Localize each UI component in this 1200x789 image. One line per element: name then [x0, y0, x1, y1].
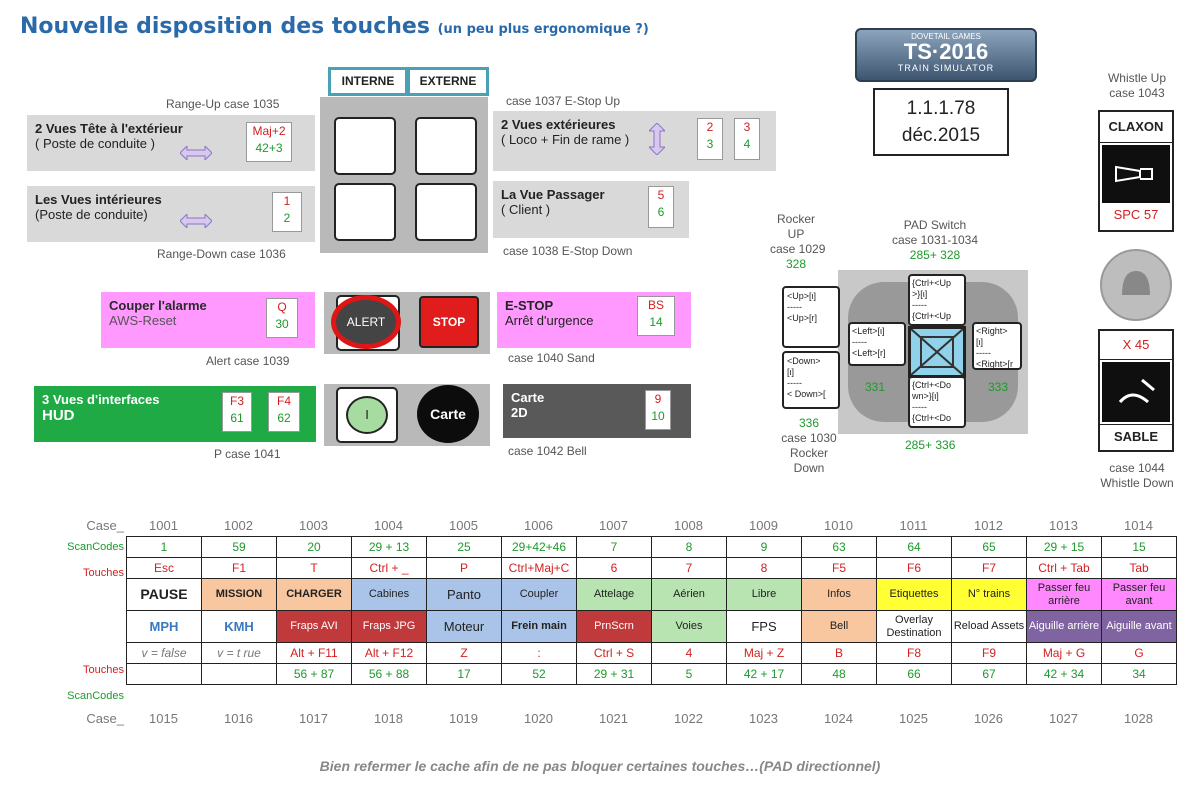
table-cell: Panto: [427, 579, 502, 611]
case-label-bottom: Case_: [86, 711, 124, 726]
table-row: [127, 579, 1177, 611]
table-cell: Infos: [802, 579, 877, 611]
pad-ctrl-down-key[interactable]: {Ctrl+<Do wn>}[ι] ----- {Ctrl+<Do: [908, 376, 966, 428]
case-number: 1004: [374, 518, 403, 533]
case-number: 1019: [449, 711, 478, 726]
table-cell: 29+42+46: [502, 537, 577, 558]
table-cell: Moteur: [427, 611, 502, 643]
table-cell: T: [277, 558, 352, 579]
table-cell: 25: [427, 537, 502, 558]
case-number: 1025: [899, 711, 928, 726]
i-button[interactable]: I: [346, 396, 388, 434]
whistle-down-label: case 1044 Whistle Down: [1100, 461, 1174, 490]
table-cell: :: [502, 643, 577, 664]
case-number: 1013: [1049, 518, 1078, 533]
whistle-up-label: Whistle Up case 1043: [1107, 71, 1166, 100]
table-cell: N° trains: [952, 579, 1027, 611]
table-cell: 8: [652, 537, 727, 558]
table-cell: Passer feu avant: [1102, 579, 1177, 611]
vue-passager-title: La Vue Passager: [501, 187, 605, 202]
row-label-scancodes: ScanCodes: [67, 541, 124, 553]
table-cell: [202, 664, 277, 685]
label-p: P case 1041: [214, 447, 281, 461]
table-cell: 42 + 34: [1027, 664, 1102, 685]
key-1-2: 1 2: [272, 192, 302, 232]
title-main: Nouvelle disposition des touches: [20, 14, 430, 39]
label-alert: Alert case 1039: [206, 354, 290, 368]
case-number: 1009: [749, 518, 778, 533]
table-cell: Cabines: [352, 579, 427, 611]
table-cell: Ctrl + Tab: [1027, 558, 1102, 579]
table-cell: KMH: [202, 611, 277, 643]
table-cell: F5: [802, 558, 877, 579]
case-number: 1018: [374, 711, 403, 726]
table-cell: Maj + Z: [727, 643, 802, 664]
double-arrow-icon: [180, 146, 212, 160]
table-cell: Aérien: [652, 579, 727, 611]
claxon-label: CLAXON: [1100, 112, 1172, 143]
table-cell: Frein main: [502, 611, 577, 643]
key-f4: F4 62: [268, 392, 300, 432]
pad-switch-label: PAD Switch case 1031-1034 285+ 328: [891, 218, 979, 262]
case-number: 1005: [449, 518, 478, 533]
case-number: 1003: [299, 518, 328, 533]
table-cell: 8: [727, 558, 802, 579]
horn-icon[interactable]: [1102, 145, 1170, 203]
alert-button[interactable]: ALERT: [331, 295, 401, 349]
table-cell: 29 + 31: [577, 664, 652, 685]
case-number: 1007: [599, 518, 628, 533]
table-cell: 29 + 13: [352, 537, 427, 558]
table-cell: Voies: [652, 611, 727, 643]
key-9-10: 9 10: [645, 390, 671, 430]
vues-exterieures-title: 2 Vues extérieures: [501, 117, 616, 132]
bottom-case-row: [126, 711, 1176, 726]
key-bs: BS 14: [637, 296, 675, 336]
table-cell: Ctrl + _: [352, 558, 427, 579]
table-cell: PrnScrn: [577, 611, 652, 643]
carte-2d-title: Carte: [511, 390, 545, 405]
table-cell: F8: [877, 643, 952, 664]
case-number: 1024: [824, 711, 853, 726]
case-number: 1001: [149, 518, 178, 533]
table-cell: 34: [1102, 664, 1177, 685]
key-q: Q 30: [266, 298, 298, 338]
table-cell: v = t rue: [202, 643, 277, 664]
table-row: [127, 537, 1177, 558]
tab-interne[interactable]: INTERNE: [328, 67, 408, 96]
pad-center-button[interactable]: [908, 326, 966, 378]
table-cell: 5: [652, 664, 727, 685]
version-date: déc.2015: [901, 125, 981, 146]
table-cell: Alt + F12: [352, 643, 427, 664]
bell-knob-icon[interactable]: [1100, 249, 1172, 321]
table-cell: 48: [802, 664, 877, 685]
key-square[interactable]: [334, 117, 396, 175]
table-cell: 7: [652, 558, 727, 579]
table-row: [127, 643, 1177, 664]
table-row: [127, 664, 1177, 685]
case-number: 1010: [824, 518, 853, 533]
case-label-top: Case_: [86, 518, 124, 533]
estop-subtitle: Arrêt d'urgence: [505, 313, 594, 328]
table-cell: Reload Assets: [952, 611, 1027, 643]
sable-label: SABLE: [1100, 424, 1172, 449]
double-arrow-icon: [180, 214, 212, 228]
table-cell: [127, 664, 202, 685]
table-cell: FPS: [727, 611, 802, 643]
table-cell: Ctrl + S: [577, 643, 652, 664]
table-cell: 56 + 87: [277, 664, 352, 685]
table-cell: PAUSE: [127, 579, 202, 611]
key-maj2: Maj+2 42+3: [246, 122, 292, 162]
table-cell: 59: [202, 537, 277, 558]
version-number: 1.1.1.78: [906, 98, 976, 119]
table-cell: 1: [127, 537, 202, 558]
table-cell: 63: [802, 537, 877, 558]
table-cell: Passer feu arrière: [1027, 579, 1102, 611]
table-cell: Aiguille avant: [1102, 611, 1177, 643]
table-cell: Aiguille arrière: [1027, 611, 1102, 643]
table-cell: 64: [877, 537, 952, 558]
pad-bottom-code: 285+ 336: [905, 438, 956, 452]
table-cell: 66: [877, 664, 952, 685]
vue-passager-subtitle: ( Client ): [501, 202, 551, 217]
table-cell: 67: [952, 664, 1027, 685]
label-range-up: Range-Up case 1035: [166, 97, 280, 111]
label-1037: case 1037 E-Stop Up: [506, 94, 621, 108]
pad-up-key[interactable]: <Up>[ι] ----- <Up>[r]: [782, 286, 840, 348]
spc-code: SPC 57: [1113, 207, 1159, 222]
stop-button[interactable]: STOP: [419, 296, 479, 348]
table-cell: 65: [952, 537, 1027, 558]
claxon-box: [1098, 110, 1174, 232]
case-number: 1014: [1124, 518, 1153, 533]
table-cell: Bell: [802, 611, 877, 643]
table-cell: 29 + 15: [1027, 537, 1102, 558]
table-cell: Alt + F11: [277, 643, 352, 664]
key-square[interactable]: [415, 117, 477, 175]
case-number: 1028: [1124, 711, 1153, 726]
table-cell: Libre: [727, 579, 802, 611]
row-label-touches: Touches: [83, 567, 124, 579]
table-cell: 42 + 17: [727, 664, 802, 685]
rocker-down-label: 336 case 1030 Rocker Down: [781, 416, 837, 475]
estop-title: E-STOP: [505, 298, 554, 313]
table-cell: MPH: [127, 611, 202, 643]
couper-alarme-subtitle: AWS-Reset: [109, 313, 177, 328]
table-cell: P: [427, 558, 502, 579]
case-number: 1027: [1049, 711, 1078, 726]
hud-title: 3 Vues d'interfaces: [42, 392, 160, 407]
case-number: 1002: [224, 518, 253, 533]
key-square[interactable]: [415, 183, 477, 241]
table-cell: 56 + 88: [352, 664, 427, 685]
sand-icon[interactable]: [1102, 362, 1170, 422]
label-1038: case 1038 E-Stop Down: [503, 244, 633, 258]
vues-tete-title: 2 Vues Tête à l'extérieur: [35, 121, 183, 136]
hud-subtitle: HUD: [42, 407, 75, 424]
table-cell: 15: [1102, 537, 1177, 558]
case-number: 1006: [524, 518, 553, 533]
table-cell: Fraps JPG: [352, 611, 427, 643]
table-cell: Maj + G: [1027, 643, 1102, 664]
table-cell: MISSION: [202, 579, 277, 611]
row-label-touches-2: Touches: [83, 664, 124, 676]
pad-right-code: 333: [988, 380, 1009, 394]
table-cell: 7: [577, 537, 652, 558]
vues-exterieures-subtitle: ( Loco + Fin de rame ): [501, 132, 630, 147]
table-row: [127, 611, 1177, 643]
table-cell: F6: [877, 558, 952, 579]
page-title: [20, 14, 649, 39]
couper-alarme-title: Couper l'alarme: [109, 298, 207, 313]
carte-2d-subtitle: 2D: [511, 405, 528, 420]
table-cell: 17: [427, 664, 502, 685]
table-cell: B: [802, 643, 877, 664]
key-3-4: 3 4: [734, 118, 760, 160]
label-range-down: Range-Down case 1036: [157, 247, 286, 261]
case-number: 1016: [224, 711, 253, 726]
table-cell: F9: [952, 643, 1027, 664]
key-table: [126, 536, 1177, 685]
table-cell: CHARGER: [277, 579, 352, 611]
key-5-6: 5 6: [648, 186, 674, 228]
case-number: 1022: [674, 711, 703, 726]
vues-tete-subtitle: ( Poste de conduite ): [35, 136, 155, 151]
vertical-double-arrow-icon: [649, 123, 665, 155]
case-number: 1021: [599, 711, 628, 726]
x-code: X 45: [1100, 331, 1172, 360]
pad-ctrl-up-key[interactable]: {Ctrl+<Up >}[ι] ----- {Ctrl+<Up: [908, 274, 966, 326]
table-cell: F1: [202, 558, 277, 579]
pad-left-code: 331: [865, 380, 886, 394]
table-cell: Etiquettes: [877, 579, 952, 611]
row-label-scancodes-2: ScanCodes: [67, 690, 124, 702]
table-cell: Fraps AVI: [277, 611, 352, 643]
key-f3: F3 61: [222, 392, 252, 432]
key-square[interactable]: [334, 183, 396, 241]
case-number: 1017: [299, 711, 328, 726]
vues-interieures-title: Les Vues intérieures: [35, 192, 162, 207]
carte-button[interactable]: Carte: [417, 385, 479, 443]
key-2-3: 2 3: [697, 118, 723, 160]
case-number: 1015: [149, 711, 178, 726]
version-box: [873, 88, 1009, 156]
table-cell: 20: [277, 537, 352, 558]
table-cell: Attelage: [577, 579, 652, 611]
case-number: 1008: [674, 518, 703, 533]
footer-note: Bien refermer le cache afin de ne pas bloquer certaines touches…(PAD directionnel): [319, 758, 881, 774]
table-row: [127, 558, 1177, 579]
case-number: 1011: [899, 518, 928, 533]
pad-left-key[interactable]: <Left>[ι] ----- <Left>[r]: [848, 322, 906, 366]
label-1042: case 1042 Bell: [508, 444, 587, 458]
title-sub: (un peu plus ergonomique ?): [437, 22, 649, 37]
tab-externe[interactable]: EXTERNE: [407, 67, 489, 96]
pad-right-key[interactable]: <Right> [ι] ----- <Right>[r: [972, 322, 1022, 370]
table-cell: 9: [727, 537, 802, 558]
table-cell: F7: [952, 558, 1027, 579]
table-cell: Coupler: [502, 579, 577, 611]
rocker-up-label: Rocker UP case 1029 328: [770, 212, 826, 271]
table-cell: G: [1102, 643, 1177, 664]
sable-box: [1098, 329, 1174, 452]
table-cell: 6: [577, 558, 652, 579]
case-number: 1020: [524, 711, 553, 726]
case-number: 1023: [749, 711, 778, 726]
pad-down-key[interactable]: <Down> [ι] ----- < Down>[: [782, 351, 840, 409]
table-cell: Ctrl+Maj+C: [502, 558, 577, 579]
ts2016-logo: DOVETAIL GAMES TS·2016 TRAIN SIMULATOR: [855, 28, 1037, 82]
case-number: 1012: [974, 518, 1003, 533]
table-cell: v = false: [127, 643, 202, 664]
table-cell: Esc: [127, 558, 202, 579]
table-cell: Z: [427, 643, 502, 664]
top-case-row: [126, 518, 1176, 533]
table-cell: Tab: [1102, 558, 1177, 579]
table-cell: 4: [652, 643, 727, 664]
case-number: 1026: [974, 711, 1003, 726]
vues-interieures-subtitle: (Poste de conduite): [35, 207, 148, 222]
table-cell: 52: [502, 664, 577, 685]
table-cell: Overlay Destination: [877, 611, 952, 643]
label-1040: case 1040 Sand: [508, 351, 595, 365]
